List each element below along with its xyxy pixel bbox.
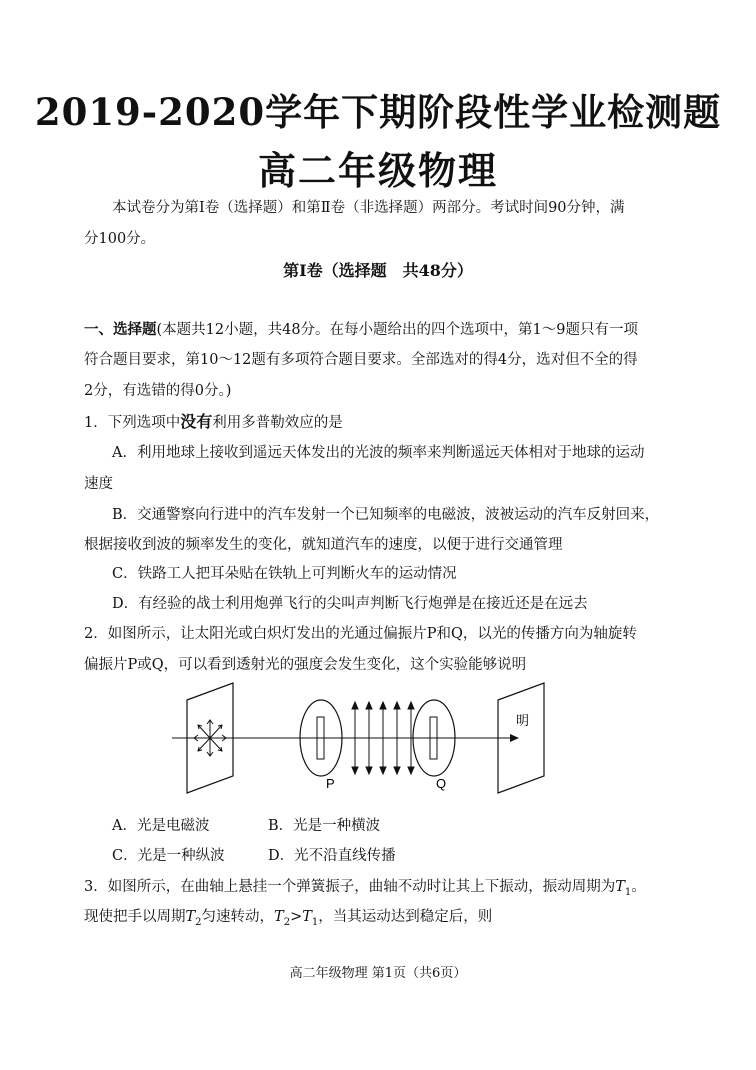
q3-line-1-text: 3．如图所示，在曲轴上悬挂一个弹簧振子，曲轴不动时让其上下振动，振动周期为	[84, 879, 616, 895]
q2-option-b: B．光是一种横波	[268, 818, 381, 834]
label-bright: 明	[516, 713, 530, 728]
intro-line-2: 分100分。	[84, 231, 156, 247]
q3-cmp-gt: >	[290, 909, 303, 925]
q2-option-d: D．光不沿直线传播	[268, 848, 396, 864]
page-footer: 高二年级物理 第1页（共6页）	[289, 966, 467, 981]
q3-t1-sub: 1	[624, 886, 632, 898]
arrow-icon	[510, 734, 519, 742]
part1-label: 一、选择题	[84, 321, 157, 338]
question-3-line-1	[84, 877, 646, 903]
q3-cmp-t2-sub: 2	[283, 916, 291, 928]
polarizer-figure	[160, 680, 560, 795]
q3-cmp-t1: T	[302, 909, 312, 925]
q1-prefix: 1．下列选项中	[84, 415, 181, 431]
q1-emphasis: 没有	[180, 412, 213, 431]
q3-line-2-a: 现使把手以周期	[84, 909, 186, 925]
question-2-line-2: 偏振片P或Q，可以看到透射光的强度会发生变化，这个实验能够说明	[84, 657, 527, 673]
part1-line-2: 符合题目要求，第10～12题有多项符合题目要求。全部选对的得4分，选对但不全的得	[84, 352, 638, 368]
part1-line-1-text: (本题共12小题，共48分。在每小题给出的四个选项中，第1～9题只有一项	[156, 322, 639, 338]
exam-subject: 高二年级物理	[257, 148, 498, 193]
label-p: P	[326, 776, 335, 791]
intro-line-1: 本试卷分为第Ⅰ卷（选择题）和第Ⅱ卷（非选择题）两部分。考试时间90分钟，满	[112, 200, 625, 216]
q2-option-c: C．光是一种纵波	[112, 848, 225, 864]
q3-cmp-t2: T	[274, 909, 284, 925]
q1-option-b-line-2: 根据接收到波的频率发生的变化，就知道汽车的速度，以便于进行交通管理	[84, 537, 563, 553]
part1-line-1	[84, 320, 638, 340]
label-q: Q	[436, 776, 447, 791]
q3-line-2-b: 匀速转动，	[201, 909, 275, 925]
q1-option-a-line-1: A．利用地球上接收到遥远天体发出的光波的频率来判断遥远天体相对于地球的运动	[112, 445, 645, 461]
section-title: 第Ⅰ卷（选择题 共48分）	[283, 261, 473, 280]
q1-option-b-line-1: B．交通警察向行进中的汽车发射一个已知频率的电磁波，波被运动的汽车反射回来，	[112, 507, 660, 523]
question-3-line-2	[84, 907, 492, 933]
q1-suffix: 利用多普勒效应的是	[212, 415, 343, 431]
exam-title: 2019-2020学年下期阶段性学业检测题	[34, 90, 722, 134]
q3-t2: T	[185, 909, 196, 925]
q1-option-a-line-2: 速度	[84, 476, 113, 492]
q1-option-d: D．有经验的战士利用炮弹飞行的尖叫声判断飞行炮弹是在接近还是在远去	[112, 596, 588, 612]
q3-line-2-c: ，当其运动达到稳定后，则	[318, 909, 493, 925]
q2-option-a: A．光是电磁波	[112, 818, 210, 834]
question-1-stem	[84, 412, 343, 433]
part1-line-3: 2分，有选错的得0分。)	[84, 383, 232, 399]
q1-option-c: C．铁路工人把耳朵贴在铁轨上可判断火车的运动情况	[112, 566, 457, 582]
q3-t1: T	[615, 879, 625, 895]
q3-t2-sub: 2	[195, 916, 202, 928]
question-2-line-1: 2．如图所示，让太阳光或白炽灯发出的光通过偏振片P和Q，以光的传播方向为轴旋转	[84, 626, 637, 642]
q3-line-1-end: 。	[631, 879, 646, 895]
q3-cmp-t1-sub: 1	[311, 916, 319, 928]
